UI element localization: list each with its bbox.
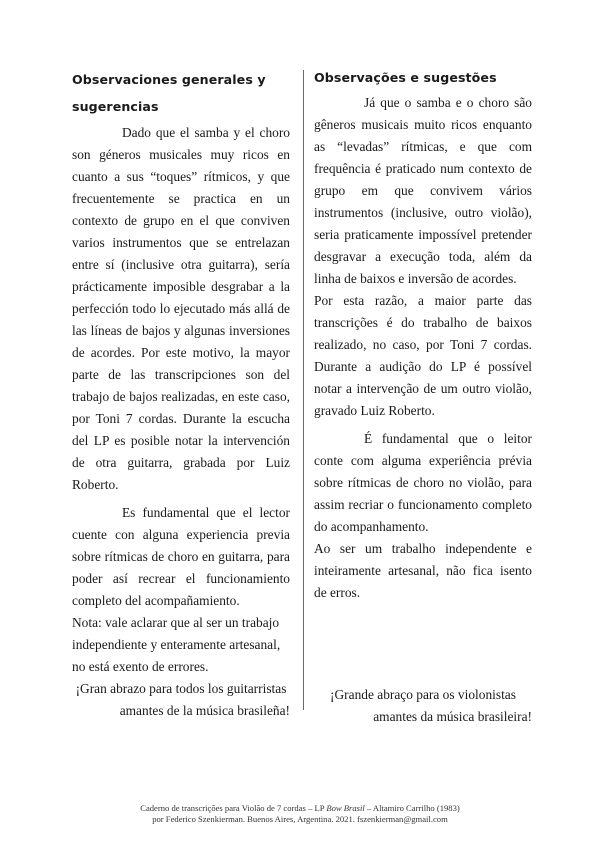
portuguese-paragraph-4: Ao ser um trabalho independente e inteiramente artesanal, não fica isento de erros. xyxy=(314,541,532,600)
spanish-paragraph-1: Dado que el samba y el choro son géneros musicales muy ricos en cuanto a sus “toques” rítmicos, y que frecuentemente se practica en un contexto de grupo en el que conviven varios instrumentos que se entrelazan entre sí (inclusive otra guitarra), sería prácticamente imposible desgrabar a la perfección todo lo ejecutado más allá de las líneas de bajos y algunas inversiones de acordes. Por este motivo, la mayor parte de las transcripciones son del trabajo de bajos realizadas, en este caso, por Toni 7 cordas. Durante la escucha del LP es posible notar la intervención de otra guitarra, grabada por Luiz Roberto. xyxy=(72,125,290,492)
spanish-closing-line-2: amantes de la música brasileña! xyxy=(119,703,290,718)
portuguese-column xyxy=(314,66,532,728)
footer-line-1 xyxy=(0,803,600,814)
spanish-heading: Observaciones generales y sugerencias xyxy=(72,72,266,114)
spanish-closing-line-1: ¡Gran abrazo para todos los guitarristas xyxy=(75,681,287,696)
spanish-column xyxy=(72,66,290,722)
spanish-note: Nota: vale aclarar que al ser un trabajo independiente y enteramente artesanal, no está exento de errores. xyxy=(72,615,281,674)
portuguese-paragraph-1: Já que o samba e o choro são gêneros musicais muito ricos enquanto as “levadas” rítmicas, e que com frequência é praticado num contexto de grupo em que convivem vários instrumentos (inclusive, outro violão), seria praticamente impossível pretender desgravar a execução toda, além da linha de baixos e inversão de acordes. xyxy=(314,95,532,286)
portuguese-closing-line-2: amantes da música brasileira! xyxy=(373,709,532,724)
page-footer xyxy=(0,803,600,825)
footer-album-title: Bow Brasil xyxy=(326,803,365,813)
portuguese-heading: Observações e sugestões xyxy=(314,70,497,85)
portuguese-paragraph-3: É fundamental que o leitor conte com alguma experiência prévia sobre rítmicas de choro no violão, para assim recriar o funcionamento completo do acompanhamento. xyxy=(314,431,532,534)
portuguese-closing-line-1: ¡Grande abraço para os violonistas xyxy=(330,687,516,702)
footer-title-pre: Caderno de transcrições para Violão de 7 cordas – LP xyxy=(140,803,327,813)
portuguese-paragraph-2: Por esta razão, a maior parte das transcrições é do trabalho de baixos realizado, no caso, por Toni 7 cordas. Durante a audição do LP é possível notar a intervenção de um outro violão, gravado Luiz Roberto. xyxy=(314,293,532,418)
spanish-paragraph-2: Es fundamental que el lector cuente con alguna experiencia previa sobre rítmicas de choro en guitarra, para poder así recrear el funcionamiento completo del acompañamiento. xyxy=(72,505,290,608)
footer-title-post: – Altamiro Carrilho (1983) xyxy=(364,803,460,813)
column-divider xyxy=(303,70,304,710)
footer-line-2: por Federico Szenkierman. Buenos Aires, Argentina. 2021. fszenkierman@gmail.com xyxy=(152,814,448,824)
